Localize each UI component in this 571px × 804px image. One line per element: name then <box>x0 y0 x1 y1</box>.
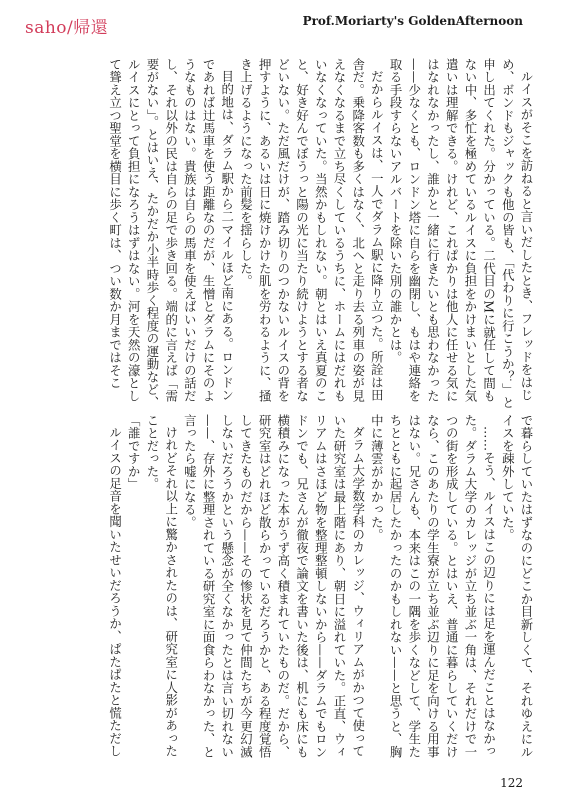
page-number: 122 <box>500 776 523 790</box>
paragraph: ルイスがそこを訪ねると言いだしたとき、フレッドをはじめ、ボンドもジャックも他の皆も、「代わりに行こうか？」と申し出てくれた。分かっている。二代目のMに就任して間もない中、多忙を極めているルイスに負担をかけまいとした気遣いは理解できる。けれど、これぱかりは他人に任せる気にはなれなかったし、誰かと一緒に行きたいとも思わなかった——少なくとも、ロンドン塔に自らを幽閉し、もはや連絡を取る手段すらないアルバートを除いた別の誰かとは。 <box>388 58 534 409</box>
text-block-top <box>29 58 535 409</box>
paragraph: ダラム大学数学科のカレッジ、ウィリアムがかつて使っていた研究室は最上階にあり、朝日に溢れていた。正直、ウィリアムはさほど物を整理整頓しないから——ダラムでもロンドンでも、兄さんが徹夜で論文を書いた後は、机にも床にも横積みになった本がうず高く積まれていたものだ。だから、研究室はどれほど散らかっているだろうかと、ある程度覚悟してきたものだから——その惨状を見て仲間たちが今更幻滅しないだろうかという懸念が全くなかったとは言い切れない——、存外に整理されている研究室に面食らわなかった、と言ったら嘘になる。 <box>182 414 366 759</box>
running-title: Prof.Moriarty's GoldenAfternoon <box>302 14 523 28</box>
dialogue-line: 「誰ですか」 <box>126 414 142 491</box>
paragraph: けれどそれ以上に驚かされたのは、研究室に人影があったことだった。 <box>144 414 179 758</box>
paragraph: ……そう、ルイスはこの辺りには足を運んだことはなかった。ダラム大学のカレッジが立ち並ぶ一角は、それだけで一つの街を形成している。とはいえ、普通に暮らしていくだけなら、このあたりの学生寮が立ち並ぶ辺りに足を向ける用事はない。兄さんも、本来はこの一隅を歩くなどして、学生たちとともに起居したかったのかもしれない——と思うと、胸中に薄雲がかかった。 <box>369 414 497 759</box>
paragraph: だからルイスは、一人でダラム駅に降り立つた。所詮は田舎だ。乗降客数も多くはなく、北へと走り去る列車の姿が見えなくなるまで立ち尽くしているうちに、ホームにはだれもいなくなっていた。当然かもしれない。朝とはいえ真夏のこと、好き好んでぼうっと陽の光に当たり続けようとする者などいない。ただ風だけが、踏み切りのつかないルイスの背を押すように、あるいは日に焼けかけた肌を労わるように、掻き上げるようになった前髪を揺らした。 <box>238 58 385 403</box>
paragraph: 目的地は、ダラム駅から二マイルほど南にある。ロンドンであれば辻馬車を使う距離なのだが、生憎とダラムにそのようなものはない。貴族は自らの馬車を使えばいいだけの話だし、それ以外の民は自らの足で歩き回る。端的に言えば「需要がない」。とはいえ、たかだか小半時歩く程度の運動など、ルイスにとって負担になろうはずはない。河を天然の濠として聳え立つ聖堂を横目に歩く町は、つい数か月まではそこ <box>107 58 235 409</box>
paragraph: で暮らしていたはずなのにどこか目新しくて、それゆえにルイスを疎外していた。 <box>500 414 534 759</box>
author-name: saho/帰還 <box>25 18 109 38</box>
text-block-bottom <box>29 414 535 765</box>
paragraph: ルイスの足音を聞いたせいだろうか、ぱたぱたと慌ただし <box>107 426 123 758</box>
